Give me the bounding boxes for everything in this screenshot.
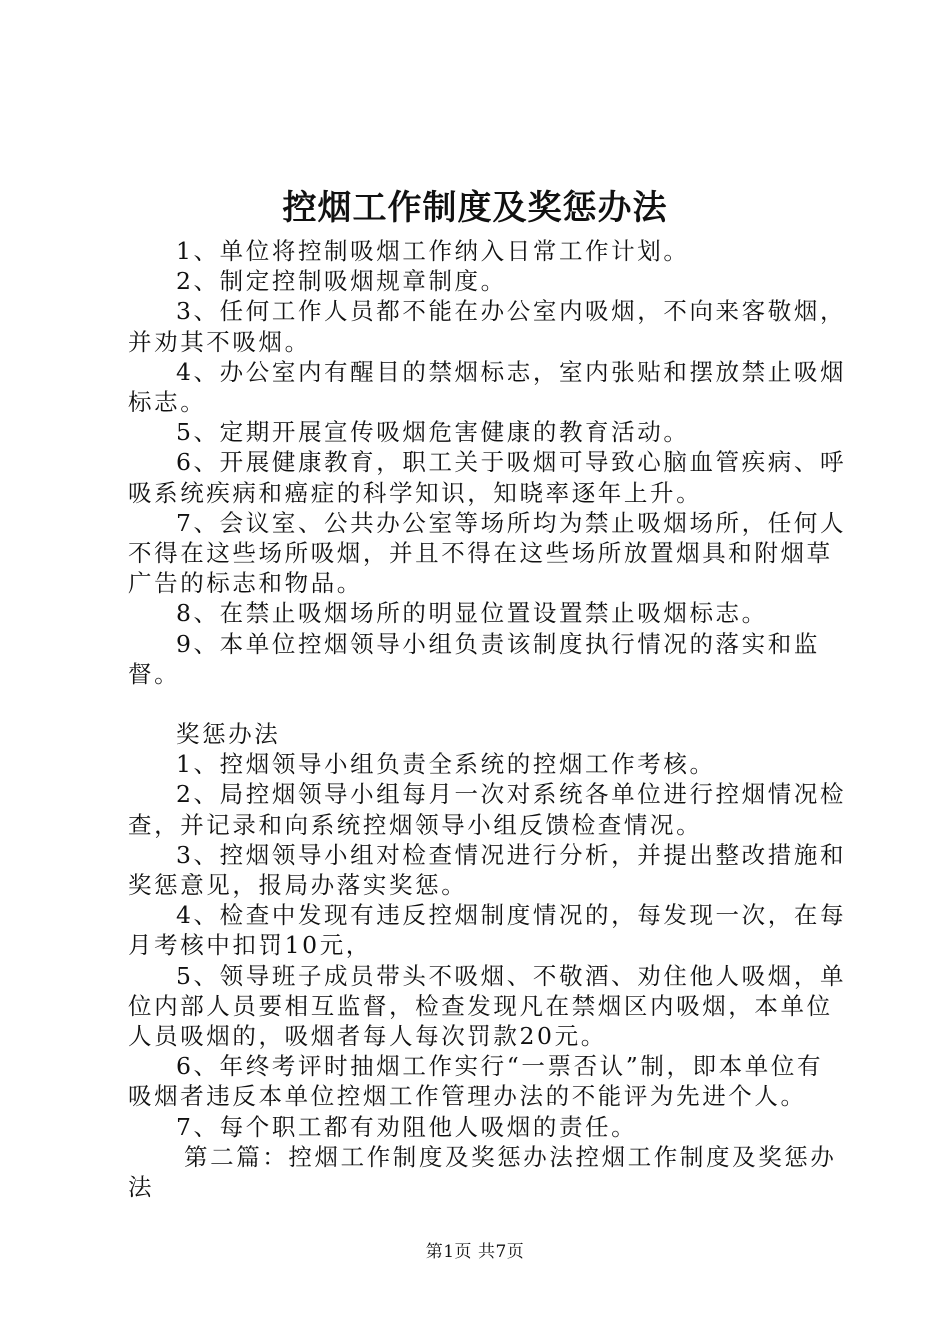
- next-chapter-heading: 第二篇：控烟工作制度及奖惩办法控烟工作制度及奖惩办法: [128, 1142, 837, 1202]
- rule-item-5: 5、定期开展宣传吸烟危害健康的教育活动。: [176, 418, 690, 447]
- section-spacer: [128, 689, 848, 719]
- rule-item-2: 2、制定控制吸烟规章制度。: [176, 267, 507, 296]
- reward-item-6: 6、年终考评时抽烟工作实行“一票否认”制，即本单位有吸烟者违反本单位控烟工作管理办法的不能评为先进个人。: [128, 1052, 824, 1111]
- reward-item-5: 5、领导班子成员带头不吸烟、不敬酒、劝住他人吸烟，单位内部人员要相互监督，检查发现凡在禁烟区内吸烟，本单位人员吸烟的，吸烟者每人每次罚款20元。: [128, 961, 847, 1051]
- reward-item-1: 1、控烟领导小组负责全系统的控烟工作考核。: [176, 750, 716, 779]
- rule-item-8: 8、在禁止吸烟场所的明显位置设置禁止吸烟标志。: [176, 599, 768, 628]
- rule-item-1: 1、单位将控制吸烟工作纳入日常工作计划。: [176, 237, 690, 265]
- reward-item-2: 2、局控烟领导小组每月一次对系统各单位进行控烟情况检查，并记录和向系统控烟领导小组反馈检查情况。: [128, 780, 847, 839]
- page-footer: 第1页 共7页: [425, 1242, 525, 1262]
- rule-item-3: 3、任何工作人员都不能在办公室内吸烟，不向来客敬烟，并劝其不吸烟。: [128, 297, 847, 356]
- document-body: [128, 236, 848, 1202]
- reward-item-4: 4、检查中发现有违反控烟制度情况的，每发现一次，在每月考核中扣罚10元，: [128, 901, 847, 960]
- document-title: 控烟工作制度及奖惩办法: [282, 188, 668, 228]
- reward-item-3: 3、控烟领导小组对检查情况进行分析，并提出整改措施和奖惩意见，报局办落实奖惩。: [128, 840, 847, 900]
- rule-item-9: 9、本单位控烟领导小组负责该制度执行情况的落实和监督。: [128, 629, 820, 688]
- reward-item-7: 7、每个职工都有劝阻他人吸烟的责任。: [176, 1112, 638, 1141]
- rule-item-7: 7、会议室、公共办公室等场所均为禁止吸烟场所，任何人不得在这些场所吸烟，并且不得在这些场所放置烟具和附烟草广告的标志和物品。: [128, 508, 847, 598]
- rule-item-4: 4、办公室内有醒目的禁烟标志，室内张贴和摆放禁止吸烟标志。: [128, 357, 847, 417]
- rule-item-6: 6、开展健康教育，职工关于吸烟可导致心脑血管疾病、呼吸系统疾病和癌症的科学知识，知晓率逐年上升。: [128, 448, 847, 507]
- rewards-heading: 奖惩办法: [176, 720, 281, 749]
